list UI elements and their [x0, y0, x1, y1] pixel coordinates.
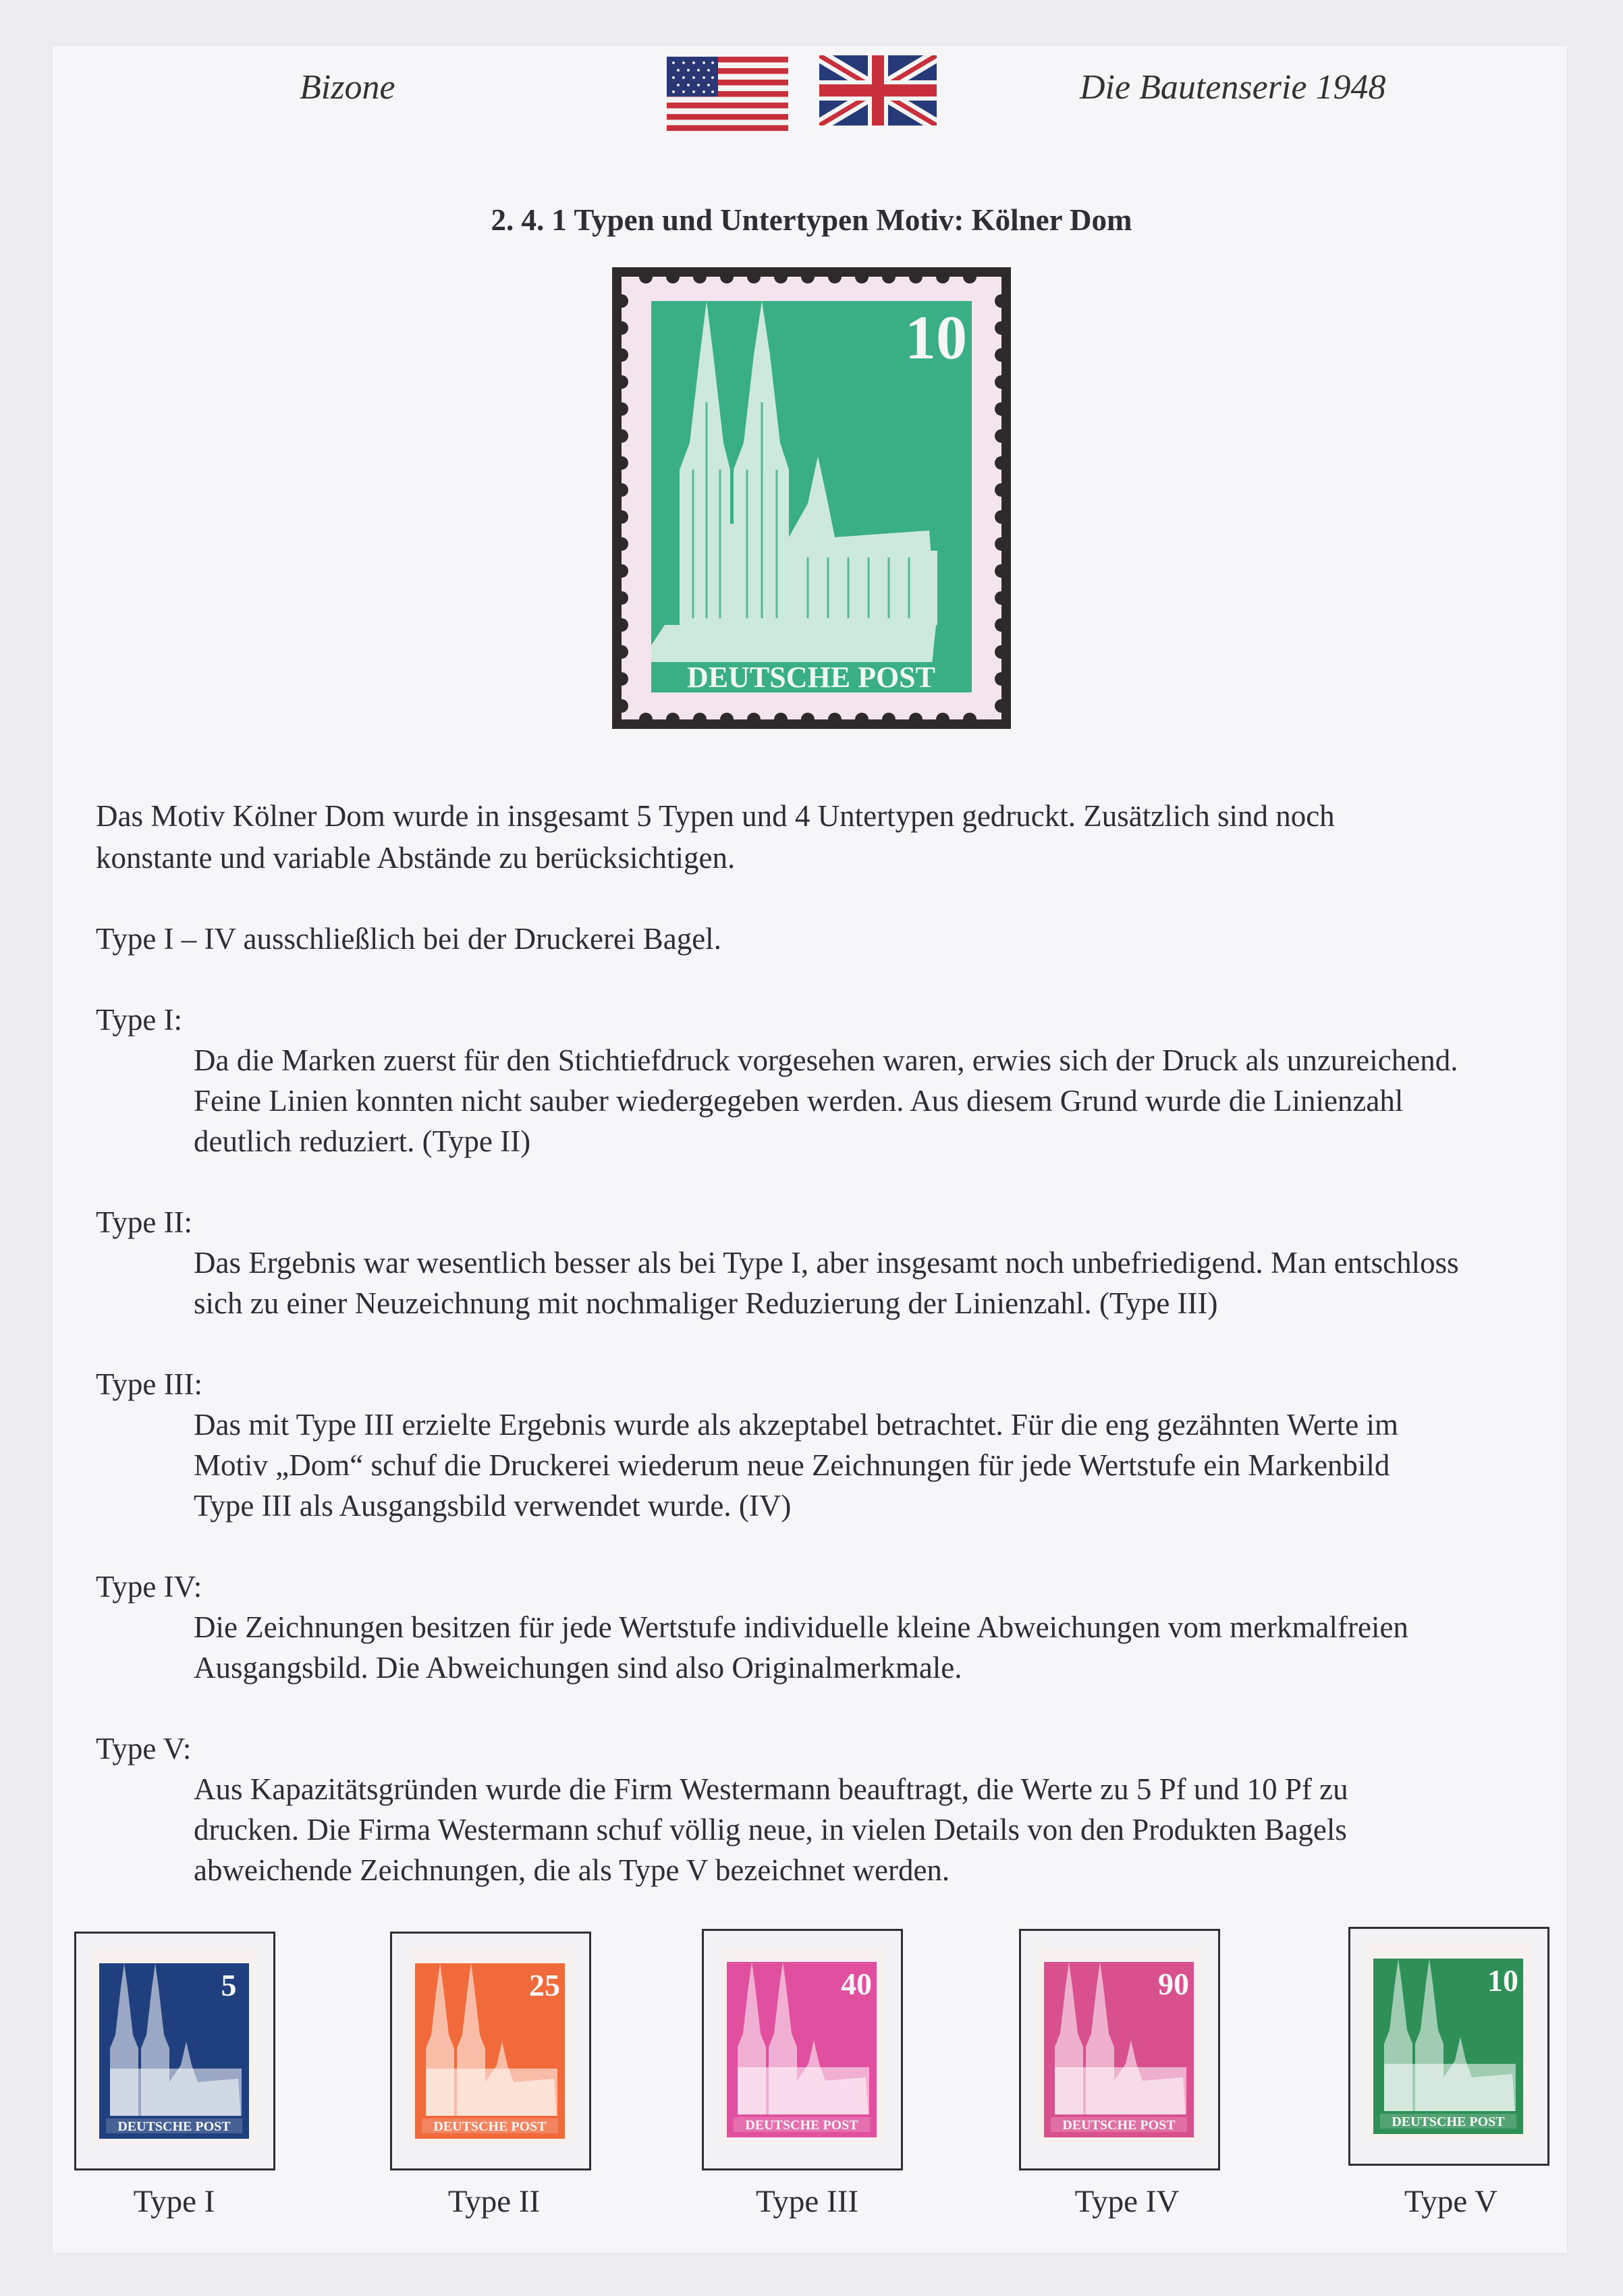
type-3-line-1: Das mit Type III erzielte Ergebnis wurde als akzeptabel betrachtet. Für die eng gezähnten Werte im [194, 1408, 1399, 1442]
header-left: Bizone [300, 68, 395, 107]
stamp-value-5: 10 [1487, 1963, 1518, 1998]
stamp-thumb-5 [1348, 1927, 1549, 2166]
main-stamp-image [612, 267, 1011, 729]
type-5-line-2: drucken. Die Firma Westermann schuf völlig neue, in vielen Details von den Produkten Bagels [194, 1813, 1347, 1847]
printer-note: Type I – IV ausschließlich bei der Druckerei Bagel. [96, 922, 721, 956]
intro-line-2: konstante und variable Abstände zu berücksichtigen. [96, 841, 736, 875]
type-1-line-2: Feine Linien konnten nicht sauber wiedergegeben werden. Aus diesem Grund wurde die Linienzahl [194, 1084, 1404, 1118]
type-2-heading: Type II: [96, 1205, 193, 1239]
stamp-label-2: DEUTSCHE POST [433, 2119, 547, 2134]
type-2-line-2: sich zu einer Neuzeichnung mit nochmaliger Reduzierung der Linienzahl. (Type III) [194, 1286, 1218, 1320]
type-4-line-2: Ausgangsbild. Die Abweichungen sind also Originalmerkmale. [194, 1651, 962, 1685]
stamp-image-1 [76, 1934, 273, 2168]
stamp-caption-4: Type IV [1074, 2184, 1180, 2219]
stamp-thumb-2 [390, 1932, 591, 2170]
type-1-heading: Type I: [96, 1003, 183, 1037]
stamp-thumb-1 [74, 1932, 275, 2170]
uk-flag-icon [819, 55, 937, 126]
stamp-caption-3: Type III [756, 2184, 858, 2219]
type-1-line-3: deutlich reduziert. (Type II) [194, 1124, 531, 1158]
main-stamp-value: 10 [905, 303, 967, 372]
stamp-caption-2: Type II [447, 2184, 541, 2219]
header-right: Die Bautenserie 1948 [1080, 68, 1386, 107]
usa-flag-icon [667, 57, 788, 131]
stamp-image-3 [704, 1931, 901, 2168]
stamp-image-5 [1350, 1929, 1547, 2164]
stamp-value-3: 40 [841, 1967, 872, 2001]
stamp-thumb-3 [702, 1929, 903, 2170]
stamp-label-4: DEUTSCHE POST [1062, 2118, 1176, 2133]
type-4-heading: Type IV: [96, 1570, 202, 1604]
stamp-caption-5: Type V [1404, 2184, 1498, 2219]
stamp-image-2 [392, 1934, 589, 2168]
stamp-label-3: DEUTSCHE POST [745, 2118, 858, 2133]
page-title: 2. 4. 1 Typen und Untertypen Motiv: Kölner Dom [491, 203, 1132, 237]
stamp-caption-1: Type I [133, 2184, 215, 2219]
stamp-label-1: DEUTSCHE POST [117, 2119, 231, 2134]
stamp-image-4 [1021, 1931, 1218, 2168]
type-5-heading: Type V: [96, 1732, 192, 1766]
type-3-heading: Type III: [96, 1367, 203, 1401]
main-stamp [612, 267, 1011, 729]
stamp-value-1: 5 [221, 1968, 237, 2002]
stamp-value-4: 90 [1158, 1967, 1189, 2001]
stamp-thumb-4 [1019, 1929, 1220, 2170]
type-5-line-3: abweichende Zeichnungen, die als Type V bezeichnet werden. [194, 1853, 950, 1887]
main-stamp-label: DEUTSCHE POST [687, 661, 935, 694]
intro-line-1: Das Motiv Kölner Dom wurde in insgesamt 5 Typen und 4 Untertypen gedruckt. Zusätzlich sind noch [96, 799, 1335, 833]
stamp-value-2: 25 [529, 1968, 560, 2002]
type-2-line-1: Das Ergebnis war wesentlich besser als bei Type I, aber insgesamt noch unbefriedigend. Man entschloss [194, 1246, 1459, 1280]
type-1-line-1: Da die Marken zuerst für den Stichtiefdruck vorgesehen waren, erwies sich der Druck als unzureichend. [194, 1043, 1458, 1077]
type-3-line-3: Type III als Ausgangsbild verwendet wurde. (IV) [194, 1489, 792, 1523]
type-3-line-2: Motiv „Dom“ schuf die Druckerei wiederum neue Zeichnungen für jede Wertstufe ein Markenbild [194, 1448, 1390, 1482]
stamp-label-5: DEUTSCHE POST [1392, 2114, 1505, 2129]
type-5-line-1: Aus Kapazitätsgründen wurde die Firm Westermann beauftragt, die Werte zu 5 Pf und 10 Pf zu [194, 1772, 1348, 1806]
type-4-line-1: Die Zeichnungen besitzen für jede Wertstufe individuelle kleine Abweichungen vom merkmalfreien [194, 1610, 1408, 1644]
